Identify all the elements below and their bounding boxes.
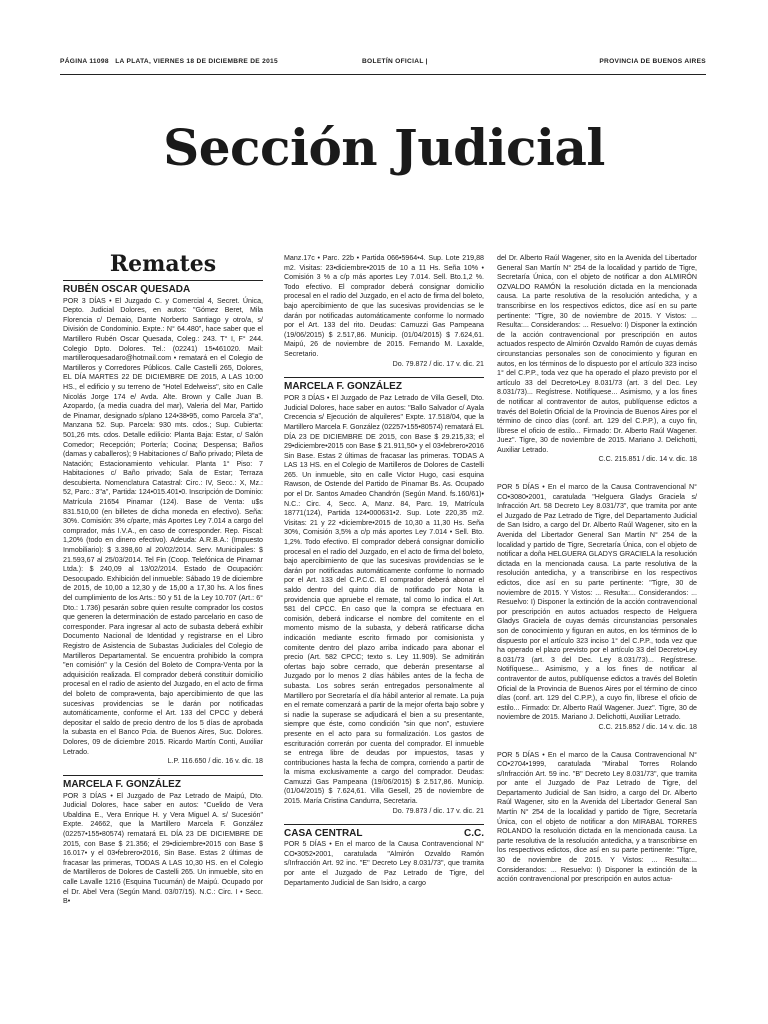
header-left [60,58,278,72]
section-title: Sección Judicial [163,118,605,177]
notice-name-row [284,828,484,840]
divider [284,377,484,378]
column-2 [284,254,484,888]
remates-heading: Remates [109,251,217,277]
notice-body: POR 5 DÍAS • En el marco de la Causa Contravencional N° CO•2704•1999, caratulada "Mirabal Torres Rolando s/Infracción Art. 59 inc. "B" Decreto Ley 8.031/73", que tramita por ante el Juzgado de Paz Letrado de Tigre, del Departamento Judicial de San Isidro, a cargo del Dr. Alberto Raúl Wagener, sito en la Avenida del Libertador General San Martín N° 254 de la localidad y partido de Tigre, Secretaría Única, con el objeto de notificar a don MIRABAL TORRES ROLANDO la resolución dictada en la mencionada causa. La parte resolutiva de la resolución antedicha, y a transcribirse en los respectivos edictos, dice así en su parte pertinente: "Tigre, 30 de noviembre de 2015. Y Vistos: ... Resulta:... Considerandos: ... Resuelvo: I) Disponer la extinción de la acción contravencional por prescripción en autos actua- [497,750,697,884]
notice-name: CASA CENTRAL [284,828,363,840]
notice-ref: C.C. 215.851 / dic. 14 v. dic. 18 [598,455,697,464]
notice-body: POR 3 DÍAS • El Juzgado C. y Comercial 4, Secret. Única, Depto. Judicial Dolores, en autos: "Gómez Beret, Mila Florencia c/ Demaio, Dante Norberto Santiago y otro/a, s/ División de Condominio. Expte.: N° 64.480", hace saber que el Martillero Rubén Oscar Quesada, Coleg.: 243. T° I, F° 244. Colegio Dpto. Dolores. Tel.: (02241) 15•461020. Mail: martilleroquesadaro@hotmail.com • rematará en el Colegio de Martilleros y Corredores Públicos. Calle Castelli 265, Dolores, EL DÍA MARTES 22 DE DICIEMBRE DE 2015, A LAS 10:00 HS., el edificio y su terreno de "Hotel Edelweiss", sito en Calle Nicolás Jorge 174 e/ Avda. Alte. Brown y Calle Juan B. Azopardo, (a media cuadra del mar), Valeria del Mar, Partido de Pinamar, designado s/plano 124•38•95, como Parcela 3"a", Manzana 52. Sup. Parcela: 930 mts. cdos.; Sup. Cubierta: 501,26 mts. cdos. Detalle edilicio: Planta Baja: Estar, c/ Salón Comedor; Recepción; Portería; Cocina; Despensa; Baños (damas y caballeros); 9 Habitaciones c/ Baño privado; Pileta de Natación; Estacionamiento vehicular. Planta 1° Piso: 7 Habitaciones c/ Baño privado; Sala de Estar; Terraza descubierta. Nomenclatura Catastral: Circ.: IV, Secc.: X, Mz.: 52, Parc.: 3"a", Partida: 124•015.401•0. Inscripción de Dominio: Matrícula 21654 Pinamar (124). Base de Venta: u$s 831.510,00 (en billetes de dicha moneda en efectivo). Seña: 30%. Comisión: 3% c/parte, más Aportes Ley 7.014 a cargo del comprador, más I.V.A., en caso de corresponder. Rep. Fiscal: 1,20% (todo en dinero efectivo). Adeuda: A.R.B.A.: (Impuesto Inmobiliario): $ 3.398,60 al 20/02/2014. Serv. Municipales: $ 21.593,67 al 25/03/2014. Tel Fin (Coop. Telefónica de Pinamar Ltda.): $ 240,09 al 13/02/2014. Estado de Ocupación: Desocupado. Exhibición del inmueble: Sábado 19 de diciembre de 2015, de 10,00 a 12,30 y de 15,00 a 17,30 hs. A los fines del cumplimiento de los Arts.: 50 y 51 de la Ley 10.707 (Art.: 6° Dto.: 1.736) pesarán sobre quien resulte comprador los costos que generen la determinación de estado parcelario en caso de corresponder. Para ingresar al acto de subasta deberá exhibir Documento Nacional de Identidad y registrarse en el Libro Registro de Asistencia de Subastas Judiciales del Colegio de Martilleros Departamental. Se encuentra prohibido la compra "en comisión" y la Cesión del Boleto de Compra-Venta por la adquisición realizada. El comprador deberá constituir domicilio procesal en el radio de asiento del Juzgado, en el acto de firma del boleto de compra•venta, bajo apercibimiento de que las sucesivas providencias se le darán por notificadas automáticamente, conforme el Art. 133 del CPCC y deberá depositar el saldo de precio dentro de los 5 días de aprobada la subasta en el Banco Pcia. de Buenos Aires, Suc. Dolores. Dolores, 09 de diciembre 2015. Ricardo Martín Conti, Auxiliar Letrado. [63,296,263,756]
page-number: PÁGINA 11098 [60,58,109,65]
notice-name: RUBÉN OSCAR QUESADA [63,283,191,295]
notice-body: POR 5 DÍAS • En el marco de la Causa Contravencional N° CO•3080•2001, caratulada "Helguera Gladys Graciela s/ Infracción Art. 58 Decreto Ley 8.031/73", que tramita por ante el Juzgado de Paz Letrado de Tigre, del Departamento Judicial de San Isidro, a cargo del Dr. Alberto Raúl Wagener, sito en la Avenida del Libertador General San Martín N° 254 de la localidad y partido de Tigre, Secretaría Única, con el objeto de notificar a doña HELGUERA GLADYS GRACIELA la resolución dictada en la mencionada causa. La parte resolutiva de la resolución antedicha, y a transcribirse en los respectivos edictos, dice así en su parte pertinente: "Tigre, 30 de noviembre de 2015. Y Vistos: ... Resulta:... Considerandos: ... Resuelvo: I) Disponer la extinción de la acción contravencional por prescripción en autos actuados respecto de Helguera Gladys Graciela de cuyas demás circunstancias personales son de conocimiento y figuran en autos, en los términos de lo dispuesto por el artículo 323 inciso 1° del C.P.P., toda vez que ha operado el plazo previsto por el artículo 33 del Decreto•Ley 8.031/73 (art. 3 del Dec. Ley 8.031/73)... Regístrese. Notifíquese... Asimismo, y a los fines de notificar al contraventor de autos, publíquense edictos a través del Boletín Oficial de la Provincia de Buenos Aires por el término de cinco días (conf. art. 129 del C.P.P.), a cuyo fin, líbrese el oficio de estilo... Firmado: Dr. Alberto Raúl Wagener. Juez". Tigre, 30 de noviembre de 2015. Mariano J. Delichotti, Auxiliar Letrado. [497,483,697,722]
notice-code: C.C. [464,828,484,840]
notice-ref: Do. 79.872 / dic. 17 v. dic. 21 [392,359,484,368]
notice-body: POR 3 DÍAS • El Juzgado de Paz Letrado de Villa Gesell, Dto. Judicial Dolores, hace saber en autos: "Ballo Salvador c/ Ayala Crecencia s/ Ejecución de alquileres" Expte. 17.518/04, que la Martillero Marcela F. González (02257•155•80574) rematará EL DÍA 23 DE DICIEMBRE DE 2015, con Base $ 29.215,33; el 29•diciembre•2015 con Base $ 21.911,50• y el 03•febrero•2016 Sin Base. Estas 2 últimas de fracasar las primeras. TODAS A LAS 13 HS. en el Colegio de Martilleros de Dolores de Castelli 265. Un inmueble, sito en calle Victor Hugo, casi esquina Rawson, de Ostende del Partido de Pinamar Bs. As. Ocupado por el Dr. Santos Amadeo Chandrón (Según Mand. fs.160/61)• N.C.: Circ. 4, Secc. A, Manz. 84, Parc. 19, Matrícula 18771(124), Partida 124•000631•2. Sup. Lote 220,35 m2. Visitas: 21 y 22 •diciembre•2015 de 10,30 a 11,30 Hs. Seña 30%, Comisión 3,5% a c/p más aportes Ley 7.014 • Sell. Bto. 1,2%. Todo efectivo. El comprador deberá consignar domicilio procesal en el radio del Juzgado, en el acto de firma del boleto, bajo apercibimiento de que las sucesivas providencias se le darán por notificadas automáticamente conforme lo normado por el Art. 133 del C.P.C.C. El comprador deberá abonar el saldo dentro del quinto día de notificado por Nota la providencia que apruebe el remate, tal como lo indica el Art. 581 del CPCC. En caso que la compra se efectuara en comisión, deberá indicarse el nombre del comitente en el momento mismo de la subasta, y deberá ratificarse dicha indicación mediante escrito firmado por comisionista y comitente dentro del plazo arriba indicado para abonar el precio (Art. 582 CPCC; texto s. Ley 11.909). Se admitirán ofertas bajo sobre cerrado, que deberán presentarse al Juzgado por lo menos 2 días hábiles antes de la fecha de subasta. Los sobres serán entregados personalmente al Martillero por Secretaría el día hábil anterior al remate. La puja en el remate comenzará a partir de la mejor oferta bajo sobre y si nadie la superase se adjudicará el bien a su presentante, siempre que éste, como condición "sin que non", estuviere presente en el acto para su formalización. Los gastos de escrituración correrán por cuenta del comprador. El inmueble se entrega libre de deudas por impuestos, tasas y contribuciones hasta la fecha de compra, corriendo a partir de la misma exclusivamente a cargo del comprador. Deudas: Camuzzi Gas Pampeana (19/06/2015) $ 2.517,86. Municip. (01/04/2015) $ 7.624,61. Villa Gesell, 25 de noviembre de 2015. María Cristina Candurra, Secretaria. [284,394,484,806]
publication-name: BOLETÍN OFICIAL | [362,58,428,65]
header-rule [60,74,706,75]
notice-ref: L.P. 116.650 / dic. 16 v. dic. 18 [167,757,263,766]
divider [63,280,263,281]
divider [284,824,484,825]
notice-body: POR 5 DÍAS • En el marco de la Causa Contravencional N° CO•3052•2001, caratulada "Almirón Ozvaldo Ramón s/Infracción Art. 92 inc. "E" Decreto Ley 8.031/73", que tramita por ante el Juzgado de Paz Letrado de Tigre, del Departamento Judicial de San Isidro, a cargo [284,840,484,887]
notice-ref: Do. 79.873 / dic. 17 v. dic. 21 [392,806,484,815]
column-1 [63,251,263,907]
notice-name: MARCELA F. GONZÁLEZ [284,381,402,393]
notice-body: del Dr. Alberto Raúl Wagener, sito en la Avenida del Libertador General San Martín N° 254 de la localidad y partido de Tigre, Secretaría Única, con el objeto de notificar a don ALMIRÓN OZVALDO RAMÓN la resolución dictada en la mencionada causa. La parte resolutiva de la resolución antedicha, y a transcribirse en los respectivos edictos, dice así en su parte pertinente: "Tigre, 30 de noviembre de 2015. Y Vistos: ... Resulta:... Considerandos: ... Resuelvo: I) Disponer la extinción de la acción contravencional por prescripción en autos actuados respecto de Almirón Ozvaldo Ramón de cuyas demás circunstancias personales son de conocimiento y figuran en autos, en los términos de lo dispuesto por el artículo 323 inciso 1° del C.P.P., toda vez que ha operado el plazo previsto por el artículo 33 del Decreto•Ley 8.031/73 (art. 3 del Dec. Ley 8.031/73)... Regístrese. Notifíquese... Asimismo, y a los fines de notificar al contraventor de autos, publíquense edictos a través del Boletín Oficial de la Provincia de Buenos Aires por el término de cinco días (conf. art. 129 del C.P.P.), a cuyo fin, líbrese el oficio de estilo... Firmado: Dr. Alberto Raúl Wagener. Juez". Tigre, 30 de noviembre de 2015. Mariano J. Delichotti, Auxiliar Letrado. [497,254,697,454]
notice-ref: C.C. 215.852 / dic. 14 v. dic. 18 [598,722,697,731]
spacer [497,473,697,483]
page-header [60,58,706,72]
notice-body: POR 3 DÍAS • El Juzgado de Paz Letrado de Maipú, Dto. Judicial Dolores, hace saber en autos: "Cuelido de Vera Ubaldina E., Vera Enrique H. y Vera Miguel A. s/ Sucesión" Expte. 24662, que la Martillero Marcela F. González (02257•155•80574) rematará EL DÍA 23 DE DICIEMBRE DE 2015, con Base $ 21.356; el 29•diciembre•2015 con Base $ 16.017• y el 03•febrero•2016, Sin Base. Estas 2 últimas de fracasar las primeras, TODAS A LAS 10,30 HS. en el Colegio de Martilleros de Dolores de Castelli 265. Un inmueble, sito en calle Lavalle 1216 (Esquina Tucumán) de Maipú. Ocupado por el Dr. Abel Vera (Según Mand. 03/07/15). N.C.: Circ. I • Secc. B• [63,791,263,906]
province-name: PROVINCIA DE BUENOS AIRES [599,58,706,65]
spacer [497,741,697,751]
notice-name: MARCELA F. GONZÁLEZ [63,778,181,790]
place-date: LA PLATA, VIERNES 18 DE DICIEMBRE DE 2015 [115,58,278,65]
notice-body: Manz.17c • Parc. 22b • Partida 066•5964•4. Sup. Lote 219,88 m2. Visitas: 23•diciembre•2015 de 10 a 11 Hs. Seña 10% • Comisión 3 % a c/p más aportes Ley 7.014. Sell. Bto.1,2 %. Todo efectivo. El comprador deberá consignar domicilio procesal en el radio del Juzgado, en el acto de firma del boleto, bajo apercibimiento de que las sucesivas providencias se le darán por notificadas automáticamente conforme lo normado por el Art. 133 del rito. Deudas: Camuzzi Gas Pampeana (19/06/2015) $ 2.517,86. Municip. (01/04/2015) $ 7.624,61. Maipú, 26 de noviembre de 2015. Fernando M. Laxalde, Secretario. [284,254,484,358]
column-3 [497,254,697,885]
divider [63,775,263,776]
